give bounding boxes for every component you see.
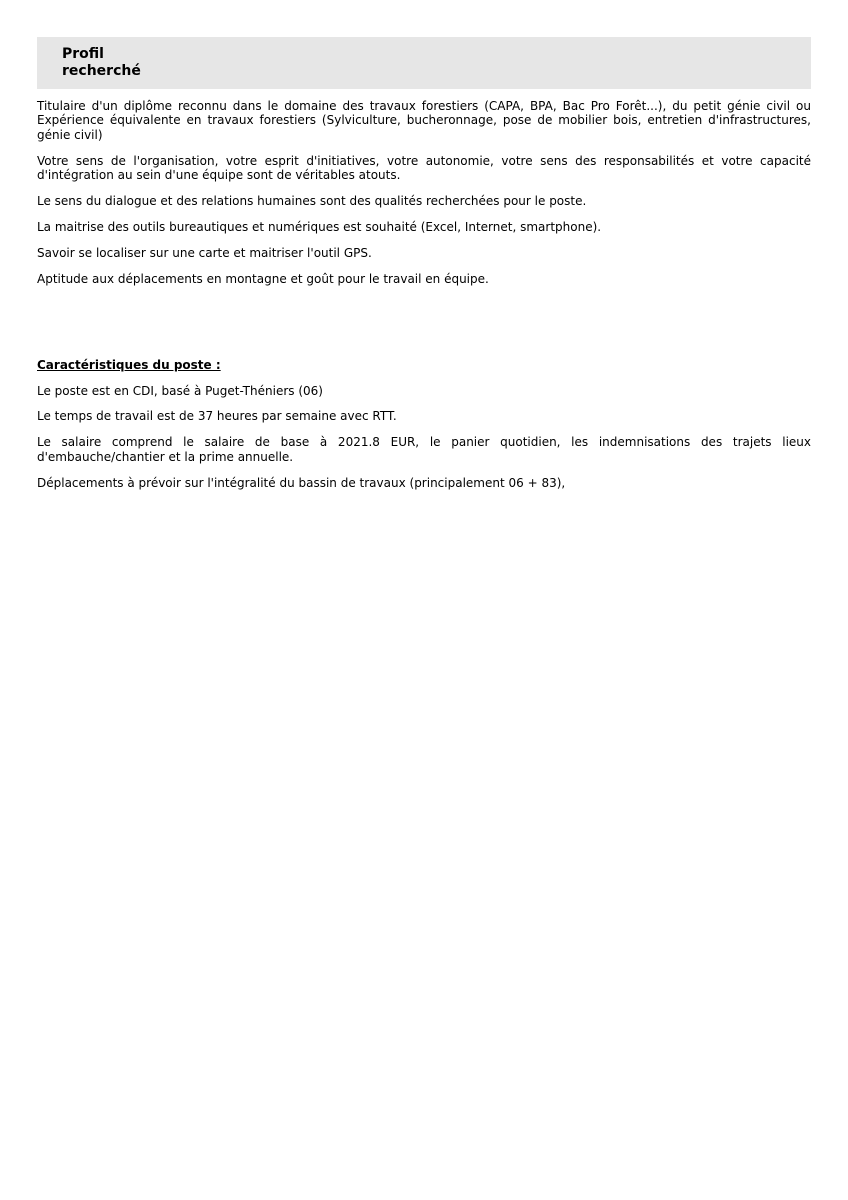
characteristics-paragraph-contract: Le poste est en CDI, basé à Puget-Théniers (06) [37,383,323,398]
profile-paragraph-dialogue: Le sens du dialogue et des relations humaines sont des qualités recherchées pour le poste. [37,194,587,209]
characteristics-section [37,358,811,490]
profile-paragraph-qualities: Votre sens de l'organisation, votre esprit d'initiatives, votre autonomie, votre sens des responsabilités et votre capacité d'intégration au sein d'une équipe sont de véritables atouts. [37,153,811,183]
profile-section-body [37,99,811,286]
document-page [37,37,811,502]
characteristics-paragraph-hours: Le temps de travail est de 37 heures par semaine avec RTT. [37,409,397,424]
profile-paragraph-digital-tools: La maitrise des outils bureautiques et numériques est souhaité (Excel, Internet, smartphone). [37,219,602,234]
characteristics-paragraph-salary: Le salaire comprend le salaire de base à 2021.8 EUR, le panier quotidien, les indemnisations des trajets lieux d'embauche/chantier et la prime annuelle. [37,435,811,464]
profile-paragraph-gps: Savoir se localiser sur une carte et maitriser l'outil GPS. [37,245,372,260]
profile-section-title: Profil recherché [62,46,141,79]
profile-paragraph-mountain: Aptitude aux déplacements en montagne et goût pour le travail en équipe. [37,271,489,286]
profile-paragraph-diploma: Titulaire d'un diplôme reconnu dans le domaine des travaux forestiers (CAPA, BPA, Bac Pro Forêt...), du petit génie civil ou Expérience équivalente en travaux forestiers (Sylviculture, bucheronnage, pose de mobilier bois, entretien d'infrastructures, génie civil) [37,99,811,142]
characteristics-paragraph-travel: Déplacements à prévoir sur l'intégralité du bassin de travaux (principalement 06 + 83), [37,475,566,490]
profile-section-header [37,37,811,89]
characteristics-heading: Caractéristiques du poste : [37,357,221,372]
section-spacer [37,298,811,358]
